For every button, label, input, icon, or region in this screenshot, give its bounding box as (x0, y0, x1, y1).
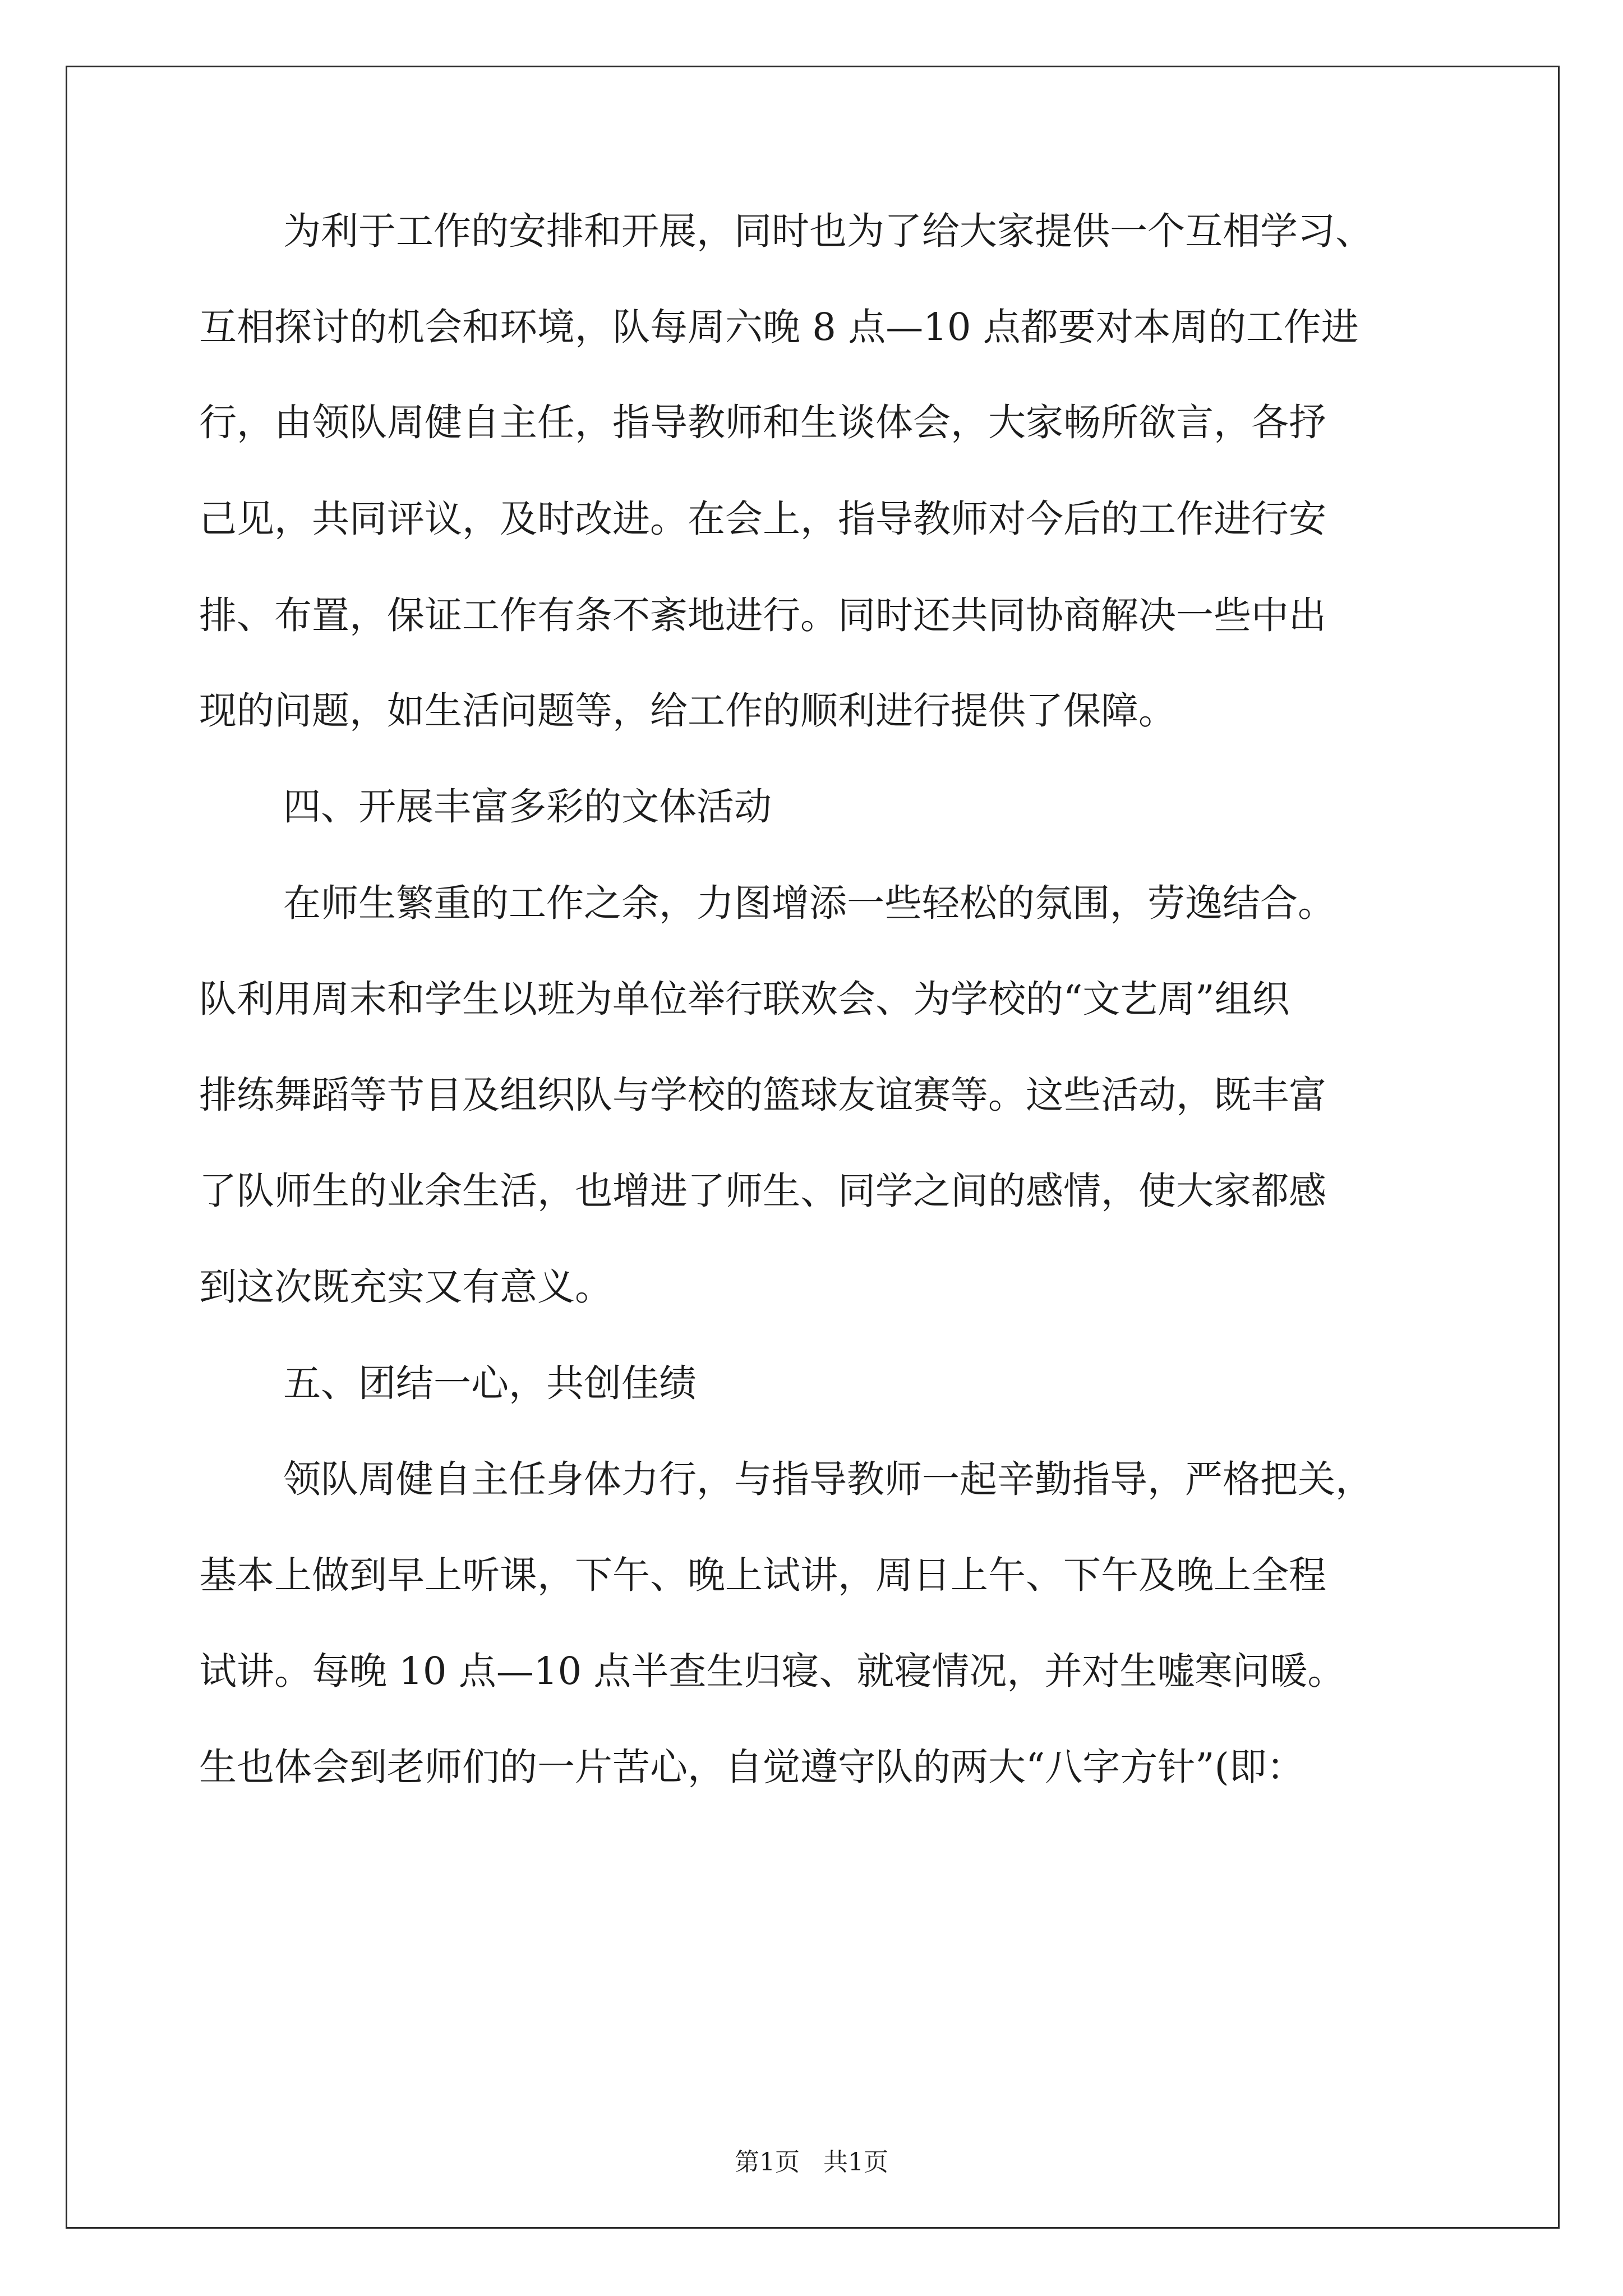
text-line: 领队周健自主任身体力行，与指导教师一起辛勤指导，严格把关， (283, 1457, 1373, 1501)
text-line: 排、布置，保证工作有条不紊地进行。同时还共同协商解决一些中出 (199, 593, 1326, 637)
page-number-total: 共1页 (823, 2148, 888, 2177)
text-line: 己见，共同评议，及时改进。在会上，指导教师对今后的工作进行安 (199, 497, 1326, 541)
text-line: 生也体会到老师们的一片苦心，自觉遵守队的两大“八字方针”(即： (199, 1745, 1304, 1789)
text-line: 行，由领队周健自主任，指导教师和生谈体会，大家畅所欲言，各抒 (199, 401, 1326, 444)
text-line: 排练舞蹈等节目及组织队与学校的篮球友谊赛等。这些活动，既丰富 (199, 1073, 1326, 1117)
text-line: 在师生繁重的工作之余，力图增添一些轻松的氛围，劳逸结合。 (283, 881, 1335, 925)
text-line: 试讲。每晚 10 点—10 点半查生归寝、就寝情况，并对生嘘寒问暖。 (199, 1649, 1345, 1693)
text-line: 队利用周末和学生以班为单位举行联欢会、为学校的“文艺周”组织 (199, 977, 1290, 1021)
section-heading: 四、开展丰富多彩的文体活动 (283, 785, 772, 829)
page-number-current: 第1页 (735, 2148, 800, 2177)
text-line: 为利于工作的安排和开展，同时也为了给大家提供一个互相学习、 (283, 209, 1373, 253)
text-line: 互相探讨的机会和环境，队每周六晚 8 点—10 点都要对本周的工作进 (199, 305, 1359, 349)
text-line: 了队师生的业余生活，也增进了师生、同学之间的感情，使大家都感 (199, 1169, 1326, 1213)
text-line: 现的问题，如生活问题等，给工作的顺利进行提供了保障。 (199, 689, 1176, 733)
text-line: 基本上做到早上听课，下午、晚上试讲，周日上午、下午及晚上全程 (199, 1553, 1326, 1597)
section-heading: 五、团结一心，共创佳绩 (283, 1361, 697, 1405)
text-line: 到这次既充实又有意义。 (199, 1265, 612, 1309)
page-footer (0, 2146, 1623, 2179)
